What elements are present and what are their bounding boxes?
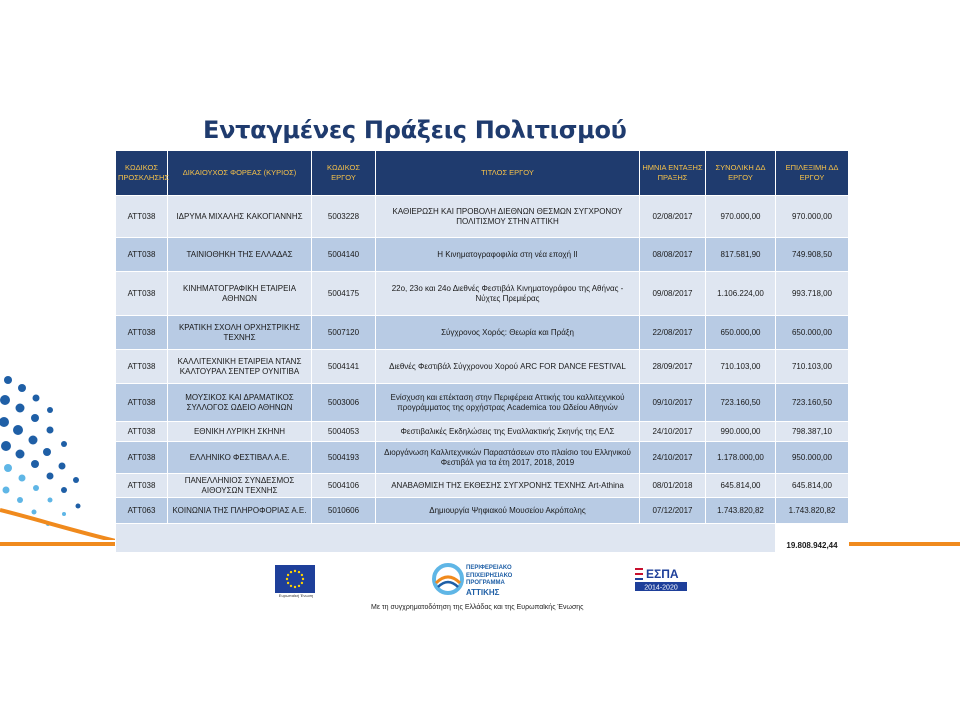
cell-call-code: ΑΤΤ038 bbox=[116, 272, 168, 316]
col-header-project-code: ΚΩΔΙΚΟΣ ΕΡΓΟΥ bbox=[312, 151, 376, 196]
cell-beneficiary: ΚΑΛΛΙΤΕΧΝΙΚΗ ΕΤΑΙΡΕΙΑ ΝΤΑΝΣ ΚΑΛΤΟΥΡΑΛ ΣΕΝΤΕΡ ΟΥΝΙΤΙΒΑ bbox=[168, 350, 312, 384]
col-header-call-code: ΚΩΔΙΚΟΣ ΠΡΟΣΚΛΗΣΗΣ bbox=[116, 151, 168, 196]
cell-eligible-budget: 749.908,50 bbox=[776, 238, 849, 272]
cell-call-code: ΑΤΤ038 bbox=[116, 350, 168, 384]
cell-inclusion-date: 22/08/2017 bbox=[640, 316, 706, 350]
cell-beneficiary: ΕΘΝΙΚΗ ΛΥΡΙΚΗ ΣΚΗΝΗ bbox=[168, 422, 312, 442]
cell-project-title: ΚΑΘΙΕΡΩΣΗ ΚΑΙ ΠΡΟΒΟΛΗ ΔΙΕΘΝΩΝ ΘΕΣΜΩΝ ΣΥΓΧΡΟΝΟΥ ΠΟΛΙΤΙΣΜΟΥ ΣΤΗΝ ΑΤΤΙΚΗ bbox=[376, 196, 640, 238]
cell-inclusion-date: 07/12/2017 bbox=[640, 498, 706, 524]
cell-total-budget: 970.000,00 bbox=[706, 196, 776, 238]
cell-eligible-budget: 710.103,00 bbox=[776, 350, 849, 384]
cell-beneficiary: ΠΑΝΕΛΛΗΝΙΟΣ ΣΥΝΔΕΣΜΟΣ ΑΙΘΟΥΣΩΝ ΤΕΧΝΗΣ bbox=[168, 474, 312, 498]
cell-project-code: 5010606 bbox=[312, 498, 376, 524]
cell-inclusion-date: 08/08/2017 bbox=[640, 238, 706, 272]
cell-project-code: 5004141 bbox=[312, 350, 376, 384]
col-header-project-title: ΤΙΤΛΟΣ ΕΡΓΟΥ bbox=[376, 151, 640, 196]
cell-project-title: Φεστιβαλικές Εκδηλώσεις της Εναλλακτικής Σκηνής της ΕΛΣ bbox=[376, 422, 640, 442]
eu-caption: Ευρωπαϊκή Ένωση bbox=[278, 593, 314, 598]
cell-project-title: Η Κινηματογραφοφιλία στη νέα εποχή ΙΙ bbox=[376, 238, 640, 272]
espa-years: 2014-2020 bbox=[644, 584, 678, 592]
cell-call-code: ΑΤΤ063 bbox=[116, 498, 168, 524]
cell-beneficiary: ΚΟΙΝΩΝΙΑ ΤΗΣ ΠΛΗΡΟΦΟΡΙΑΣ Α.Ε. bbox=[168, 498, 312, 524]
table-row bbox=[116, 442, 849, 474]
cell-total-budget: 710.103,00 bbox=[706, 350, 776, 384]
cell-total-budget: 645.814,00 bbox=[706, 474, 776, 498]
cell-eligible-budget: 993.718,00 bbox=[776, 272, 849, 316]
table-row bbox=[116, 498, 849, 524]
table-row bbox=[116, 272, 849, 316]
cell-eligible-budget: 645.814,00 bbox=[776, 474, 849, 498]
cell-eligible-budget: 650.000,00 bbox=[776, 316, 849, 350]
cell-project-title: Διοργάνωση Καλλιτεχνικών Παραστάσεων στο πλαίσιο του Ελληνικού Φεστιβάλ για τα έτη 2017, 2018, 2019 bbox=[376, 442, 640, 474]
table-row bbox=[116, 422, 849, 442]
cell-total-budget: 1.106.224,00 bbox=[706, 272, 776, 316]
projects-table bbox=[115, 150, 849, 553]
cell-inclusion-date: 24/10/2017 bbox=[640, 422, 706, 442]
cell-eligible-budget: 1.743.820,82 bbox=[776, 498, 849, 524]
cell-inclusion-date: 09/08/2017 bbox=[640, 272, 706, 316]
cell-inclusion-date: 02/08/2017 bbox=[640, 196, 706, 238]
region-attica-logo-icon bbox=[432, 563, 464, 595]
cell-eligible-budget: 970.000,00 bbox=[776, 196, 849, 238]
cell-call-code: ΑΤΤ038 bbox=[116, 474, 168, 498]
table-row bbox=[116, 474, 849, 498]
cofinancing-note: Με τη συγχρηματοδότηση της Ελλάδας και της Ευρωπαϊκής Ένωσης bbox=[371, 604, 584, 611]
cell-total-budget: 723.160,50 bbox=[706, 384, 776, 422]
eu-flag-logo bbox=[275, 565, 315, 593]
cell-eligible-budget: 950.000,00 bbox=[776, 442, 849, 474]
cell-inclusion-date: 08/01/2018 bbox=[640, 474, 706, 498]
cell-beneficiary: ΙΔΡΥΜΑ ΜΙΧΑΛΗΣ ΚΑΚΟΓΙΑΝΝΗΣ bbox=[168, 196, 312, 238]
pep-attica-label bbox=[466, 565, 512, 598]
cell-project-title: Ενίσχυση και επέκταση στην Περιφέρεια Αττικής του καλλιτεχνικού προγράμματος της ορχήστρας Academica του Ωδείου Αθηνών bbox=[376, 384, 640, 422]
cell-project-title: Σύγχρονος Χορός: Θεωρία και Πράξη bbox=[376, 316, 640, 350]
pep-line: ΕΠΙΧΕΙΡΗΣΙΑΚΟ bbox=[466, 572, 513, 579]
table-row bbox=[116, 384, 849, 422]
col-header-eligible-budget: ΕΠΙΛΕΞΙΜΗ ΔΔ ΕΡΓΟΥ bbox=[776, 151, 849, 196]
decorative-dots bbox=[0, 360, 120, 540]
cell-project-title: Διεθνές Φεστιβάλ Σύγχρονου Χορού ARC FOR DANCE FESTIVAL bbox=[376, 350, 640, 384]
col-header-inclusion-date: ΗΜΝΙΑ ΕΝΤΑΞΗΣ ΠΡΑΞΗΣ bbox=[640, 151, 706, 196]
cell-total-budget: 1.178.000,00 bbox=[706, 442, 776, 474]
table-row bbox=[116, 316, 849, 350]
cell-call-code: ΑΤΤ038 bbox=[116, 442, 168, 474]
cell-project-code: 5003006 bbox=[312, 384, 376, 422]
cell-call-code: ΑΤΤ038 bbox=[116, 316, 168, 350]
cell-project-code: 5007120 bbox=[312, 316, 376, 350]
page-title: Ενταγμένες Πράξεις Πολιτισμού bbox=[203, 116, 627, 144]
cell-total-budget: 650.000,00 bbox=[706, 316, 776, 350]
cell-beneficiary: ΕΛΛΗΝΙΚΟ ΦΕΣΤΙΒΑΛ Α.Ε. bbox=[168, 442, 312, 474]
col-header-total-budget: ΣΥΝΟΛΙΚΗ ΔΔ ΕΡΓΟΥ bbox=[706, 151, 776, 196]
cell-call-code: ΑΤΤ038 bbox=[116, 238, 168, 272]
cell-project-code: 5003228 bbox=[312, 196, 376, 238]
table-header-row bbox=[116, 151, 849, 196]
eu-stars-icon bbox=[275, 565, 315, 593]
table-row bbox=[116, 350, 849, 384]
cell-inclusion-date: 09/10/2017 bbox=[640, 384, 706, 422]
cell-project-title: Δημιουργία Ψηφιακού Μουσείου Ακρόπολης bbox=[376, 498, 640, 524]
cell-inclusion-date: 28/09/2017 bbox=[640, 350, 706, 384]
espa-logo bbox=[633, 564, 689, 598]
cell-project-title: 22ο, 23ο και 24ο Διεθνές Φεστιβάλ Κινηματογράφου της Αθήνας - Νύχτες Πρεμιέρας bbox=[376, 272, 640, 316]
espa-title: ΕΣΠΑ bbox=[646, 567, 679, 581]
cell-total-budget: 1.743.820,82 bbox=[706, 498, 776, 524]
total-row bbox=[116, 524, 849, 553]
cell-beneficiary: ΚΡΑΤΙΚΗ ΣΧΟΛΗ ΟΡΧΗΣΤΡΙΚΗΣ ΤΕΧΝΗΣ bbox=[168, 316, 312, 350]
cell-call-code: ΑΤΤ038 bbox=[116, 422, 168, 442]
total-row-spacer bbox=[116, 524, 776, 553]
pep-line: ΠΕΡΙΦΕΡΕΙΑΚΟ bbox=[466, 565, 512, 571]
cell-beneficiary: ΚΙΝΗΜΑΤΟΓΡΑΦΙΚΗ ΕΤΑΙΡΕΙΑ ΑΘΗΝΩΝ bbox=[168, 272, 312, 316]
cell-project-title: ΑΝΑΒΑΘΜΙΣΗ ΤΗΣ ΕΚΘΕΣΗΣ ΣΥΓΧΡΟΝΗΣ ΤΕΧΝΗΣ Art-Athina bbox=[376, 474, 640, 498]
grand-total-value: 19.808.942,44 bbox=[776, 524, 849, 553]
cell-inclusion-date: 24/10/2017 bbox=[640, 442, 706, 474]
cell-project-code: 5004106 bbox=[312, 474, 376, 498]
table-row bbox=[116, 238, 849, 272]
cell-eligible-budget: 723.160,50 bbox=[776, 384, 849, 422]
cell-call-code: ΑΤΤ038 bbox=[116, 384, 168, 422]
cell-eligible-budget: 798.387,10 bbox=[776, 422, 849, 442]
cell-project-code: 5004193 bbox=[312, 442, 376, 474]
pep-line: ΑΤΤΙΚΗΣ bbox=[466, 587, 500, 597]
pep-line: ΠΡΟΓΡΑΜΜΑ bbox=[466, 580, 505, 586]
cell-beneficiary: ΜΟΥΣΙΚΟΣ ΚΑΙ ΔΡΑΜΑΤΙΚΟΣ ΣΥΛΛΟΓΟΣ ΩΔΕΙΟ ΑΘΗΝΩΝ bbox=[168, 384, 312, 422]
cell-project-code: 5004053 bbox=[312, 422, 376, 442]
cell-call-code: ΑΤΤ038 bbox=[116, 196, 168, 238]
cell-total-budget: 817.581,90 bbox=[706, 238, 776, 272]
cell-total-budget: 990.000,00 bbox=[706, 422, 776, 442]
cell-beneficiary: ΤΑΙΝΙΟΘΗΚΗ ΤΗΣ ΕΛΛΑΔΑΣ bbox=[168, 238, 312, 272]
table-row bbox=[116, 196, 849, 238]
cell-project-code: 5004140 bbox=[312, 238, 376, 272]
cell-project-code: 5004175 bbox=[312, 272, 376, 316]
col-header-beneficiary: ΔΙΚΑΙΟΥΧΟΣ ΦΟΡΕΑΣ (ΚΥΡΙΟΣ) bbox=[168, 151, 312, 196]
